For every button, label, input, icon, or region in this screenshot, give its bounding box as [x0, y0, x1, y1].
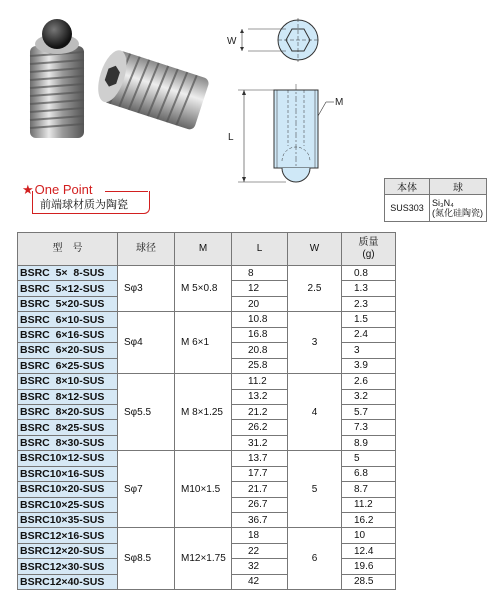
part-number-cell: BSRC 8×12-SUS: [18, 389, 118, 404]
mass-cell: 16.2: [342, 513, 396, 528]
mass-cell: 8.7: [342, 482, 396, 497]
part-number-cell: BSRC 8×10-SUS: [18, 374, 118, 389]
ball-diameter-cell: Sφ5.5: [118, 374, 175, 451]
header-w: W: [288, 233, 342, 266]
top-view: [240, 18, 318, 62]
length-l-cell: 21.7: [232, 482, 288, 497]
mass-cell: 3: [342, 343, 396, 358]
spec-table: [17, 232, 396, 590]
mass-cell: 10: [342, 528, 396, 543]
length-l-cell: 10.8: [232, 312, 288, 327]
part-number-cell: BSRC10×35-SUS: [18, 513, 118, 528]
length-l-cell: 12: [232, 281, 288, 296]
width-w-cell: 5: [288, 451, 342, 528]
material-ball-value: Si₃N₄ (氮化硅陶瓷): [430, 195, 487, 222]
one-point-note: [22, 182, 152, 216]
mass-cell: 2.6: [342, 374, 396, 389]
part-number-cell: BSRC 5× 8-SUS: [18, 266, 118, 281]
length-l-cell: 42: [232, 574, 288, 589]
mass-cell: 5: [342, 451, 396, 466]
material-body-value: SUS303: [385, 195, 430, 222]
length-l-cell: 36.7: [232, 513, 288, 528]
part-number-cell: BSRC12×16-SUS: [18, 528, 118, 543]
length-l-cell: 20: [232, 296, 288, 311]
part-number-cell: BSRC 8×25-SUS: [18, 420, 118, 435]
mass-cell: 8.9: [342, 435, 396, 450]
set-screw-vertical: [30, 19, 84, 138]
part-number-cell: BSRC10×16-SUS: [18, 466, 118, 481]
part-number-cell: BSRC12×30-SUS: [18, 559, 118, 574]
mass-cell: 3.2: [342, 389, 396, 404]
part-number-cell: BSRC12×20-SUS: [18, 543, 118, 558]
one-point-title: ★One Point: [22, 182, 93, 197]
mass-cell: 2.4: [342, 327, 396, 342]
width-w-cell: 4: [288, 374, 342, 451]
mass-cell: 12.4: [342, 543, 396, 558]
length-l-cell: 25.8: [232, 358, 288, 373]
thread-m-cell: M 5×0.8: [175, 266, 232, 312]
table-row: [18, 312, 396, 327]
material-header-body: 本体: [385, 179, 430, 195]
material-header-ball: 球: [430, 179, 487, 195]
length-l-cell: 18: [232, 528, 288, 543]
mass-cell: 1.5: [342, 312, 396, 327]
thread-m-cell: M12×1.75: [175, 528, 232, 590]
length-l-cell: 13.2: [232, 389, 288, 404]
technical-drawing: [220, 6, 370, 186]
mass-cell: 1.3: [342, 281, 396, 296]
part-number-cell: BSRC12×40-SUS: [18, 574, 118, 589]
mass-cell: 28.5: [342, 574, 396, 589]
header-mass: 质量 (g): [342, 233, 396, 266]
part-number-cell: BSRC 8×30-SUS: [18, 435, 118, 450]
thread-m-cell: M 6×1: [175, 312, 232, 374]
thread-m-cell: M 8×1.25: [175, 374, 232, 451]
mass-cell: 3.9: [342, 358, 396, 373]
dimension-m-label: M: [335, 97, 344, 108]
dimension-w-label: W: [227, 36, 237, 47]
one-point-description: 前端球材质为陶瓷: [40, 199, 128, 211]
width-w-cell: 2.5: [288, 266, 342, 312]
header-m: M: [175, 233, 232, 266]
table-row: [18, 266, 396, 281]
length-l-cell: 20.8: [232, 343, 288, 358]
table-row: [18, 528, 396, 543]
material-table: [384, 178, 487, 222]
part-number-cell: BSRC 5×20-SUS: [18, 296, 118, 311]
length-l-cell: 16.8: [232, 327, 288, 342]
width-w-cell: 3: [288, 312, 342, 374]
spec-header-row: [18, 233, 396, 266]
header-ball-diameter: 球径: [118, 233, 175, 266]
spec-table-body: [18, 266, 396, 590]
length-l-cell: 13.7: [232, 451, 288, 466]
mass-cell: 2.3: [342, 296, 396, 311]
part-number-cell: BSRC 6×10-SUS: [18, 312, 118, 327]
mass-cell: 0.8: [342, 266, 396, 281]
part-number-cell: BSRC10×25-SUS: [18, 497, 118, 512]
thread-m-cell: M10×1.5: [175, 451, 232, 528]
mass-cell: 7.3: [342, 420, 396, 435]
header-l: L: [232, 233, 288, 266]
length-l-cell: 26.7: [232, 497, 288, 512]
ball-diameter-cell: Sφ4: [118, 312, 175, 374]
length-l-cell: 11.2: [232, 374, 288, 389]
ball-diameter-cell: Sφ8.5: [118, 528, 175, 590]
part-number-cell: BSRC 8×20-SUS: [18, 404, 118, 419]
length-l-cell: 8: [232, 266, 288, 281]
ball-diameter-cell: Sφ7: [118, 451, 175, 528]
star-icon: ★: [22, 182, 34, 197]
part-number-cell: BSRC 6×25-SUS: [18, 358, 118, 373]
dimension-l-label: L: [228, 132, 234, 143]
part-number-cell: BSRC 6×20-SUS: [18, 343, 118, 358]
ball-diameter-cell: Sφ3: [118, 266, 175, 312]
table-row: [18, 451, 396, 466]
part-number-cell: BSRC10×20-SUS: [18, 482, 118, 497]
part-number-cell: BSRC 5×12-SUS: [18, 281, 118, 296]
length-l-cell: 26.2: [232, 420, 288, 435]
part-number-cell: BSRC 6×16-SUS: [18, 327, 118, 342]
product-photo: [8, 6, 218, 166]
mass-cell: 6.8: [342, 466, 396, 481]
mass-cell: 11.2: [342, 497, 396, 512]
width-w-cell: 6: [288, 528, 342, 590]
set-screw-angled: [93, 47, 210, 131]
mass-cell: 5.7: [342, 404, 396, 419]
side-view: [238, 84, 334, 182]
length-l-cell: 21.2: [232, 404, 288, 419]
length-l-cell: 31.2: [232, 435, 288, 450]
part-number-cell: BSRC10×12-SUS: [18, 451, 118, 466]
length-l-cell: 32: [232, 559, 288, 574]
length-l-cell: 17.7: [232, 466, 288, 481]
length-l-cell: 22: [232, 543, 288, 558]
table-row: [18, 374, 396, 389]
mass-cell: 19.6: [342, 559, 396, 574]
header-part-number: 型 号: [18, 233, 118, 266]
